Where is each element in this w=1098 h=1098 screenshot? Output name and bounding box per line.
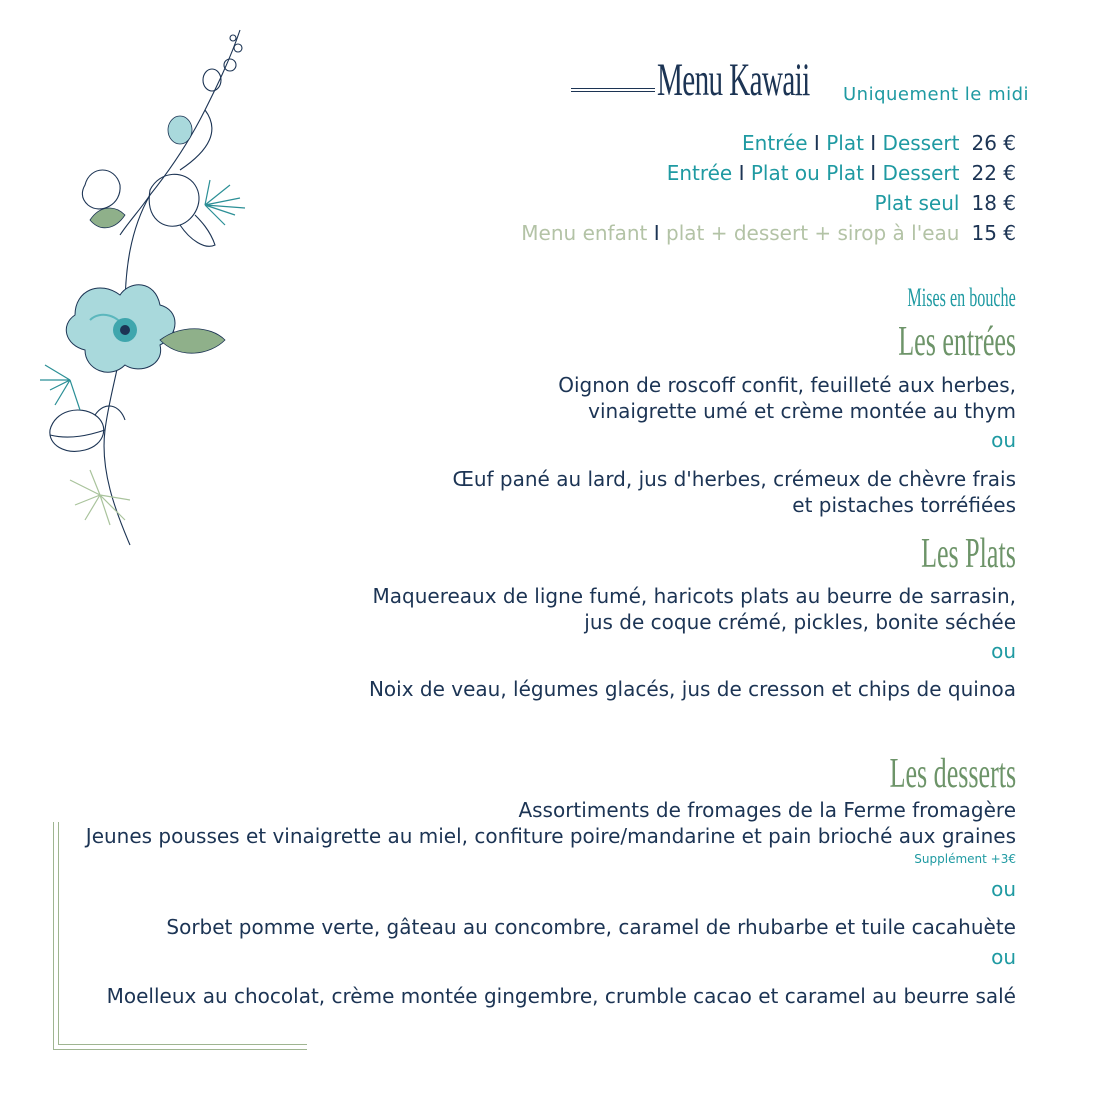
- section-title-entrees: Les entrées: [898, 319, 1016, 365]
- dish-item: Maquereaux de ligne fumé, haricots plats au beurre de sarrasin, jus de coque crémé, pickles, bonite séchée: [372, 584, 1016, 634]
- dish-item: Œuf pané au lard, jus d'herbes, crémeux de chèvre frais et pistaches torréfiées: [452, 467, 1016, 517]
- frame-line: [53, 1049, 307, 1050]
- frame-line: [58, 822, 59, 1044]
- formula-row: Menu enfant I plat + dessert + sirop à l'eau 15 €: [521, 221, 1016, 245]
- frame-line: [58, 1044, 307, 1045]
- dish-item: Moelleux au chocolat, crème montée gingembre, crumble cacao et caramel au beurre salé: [106, 984, 1016, 1008]
- formula-row: Entrée I Plat I Dessert 26 €: [742, 131, 1016, 155]
- dish-item: Noix de veau, légumes glacés, jus de cresson et chips de quinoa: [368, 677, 1016, 701]
- amuse-bouche-label: Mises en bouche: [907, 283, 1016, 312]
- floral-illustration: [30, 20, 260, 560]
- or-separator: ou: [991, 639, 1016, 663]
- title-rule: [571, 88, 655, 89]
- formula-price: 18 €: [971, 191, 1016, 215]
- formula-price: 26 €: [971, 131, 1016, 155]
- section-title-plats: Les Plats: [921, 531, 1016, 577]
- frame-line: [53, 822, 54, 1049]
- or-separator: ou: [991, 428, 1016, 452]
- section-title-desserts: Les desserts: [889, 751, 1016, 797]
- supplement-note: Supplément +3€: [914, 852, 1016, 866]
- dish-item: Assortiments de fromages de la Ferme fromagère Jeunes pousses et vinaigrette au miel, confiture poire/mandarine et pain brioché aux graines: [85, 798, 1016, 848]
- menu-subtitle: Uniquement le midi: [843, 84, 1030, 105]
- formula-row: Plat seul 18 €: [874, 191, 1016, 215]
- formula-price: 22 €: [971, 161, 1016, 185]
- dish-item: Oignon de roscoff confit, feuilleté aux herbes, vinaigrette umé et crème montée au thym: [558, 373, 1016, 423]
- menu-title: Menu Kawaii: [657, 54, 810, 106]
- formula-price: 15 €: [971, 221, 1016, 245]
- dish-item: Sorbet pomme verte, gâteau au concombre, caramel de rhubarbe et tuile cacahuète: [166, 915, 1016, 939]
- or-separator: ou: [991, 877, 1016, 901]
- formula-row: Entrée I Plat ou Plat I Dessert 22 €: [666, 161, 1016, 185]
- or-separator: ou: [991, 945, 1016, 969]
